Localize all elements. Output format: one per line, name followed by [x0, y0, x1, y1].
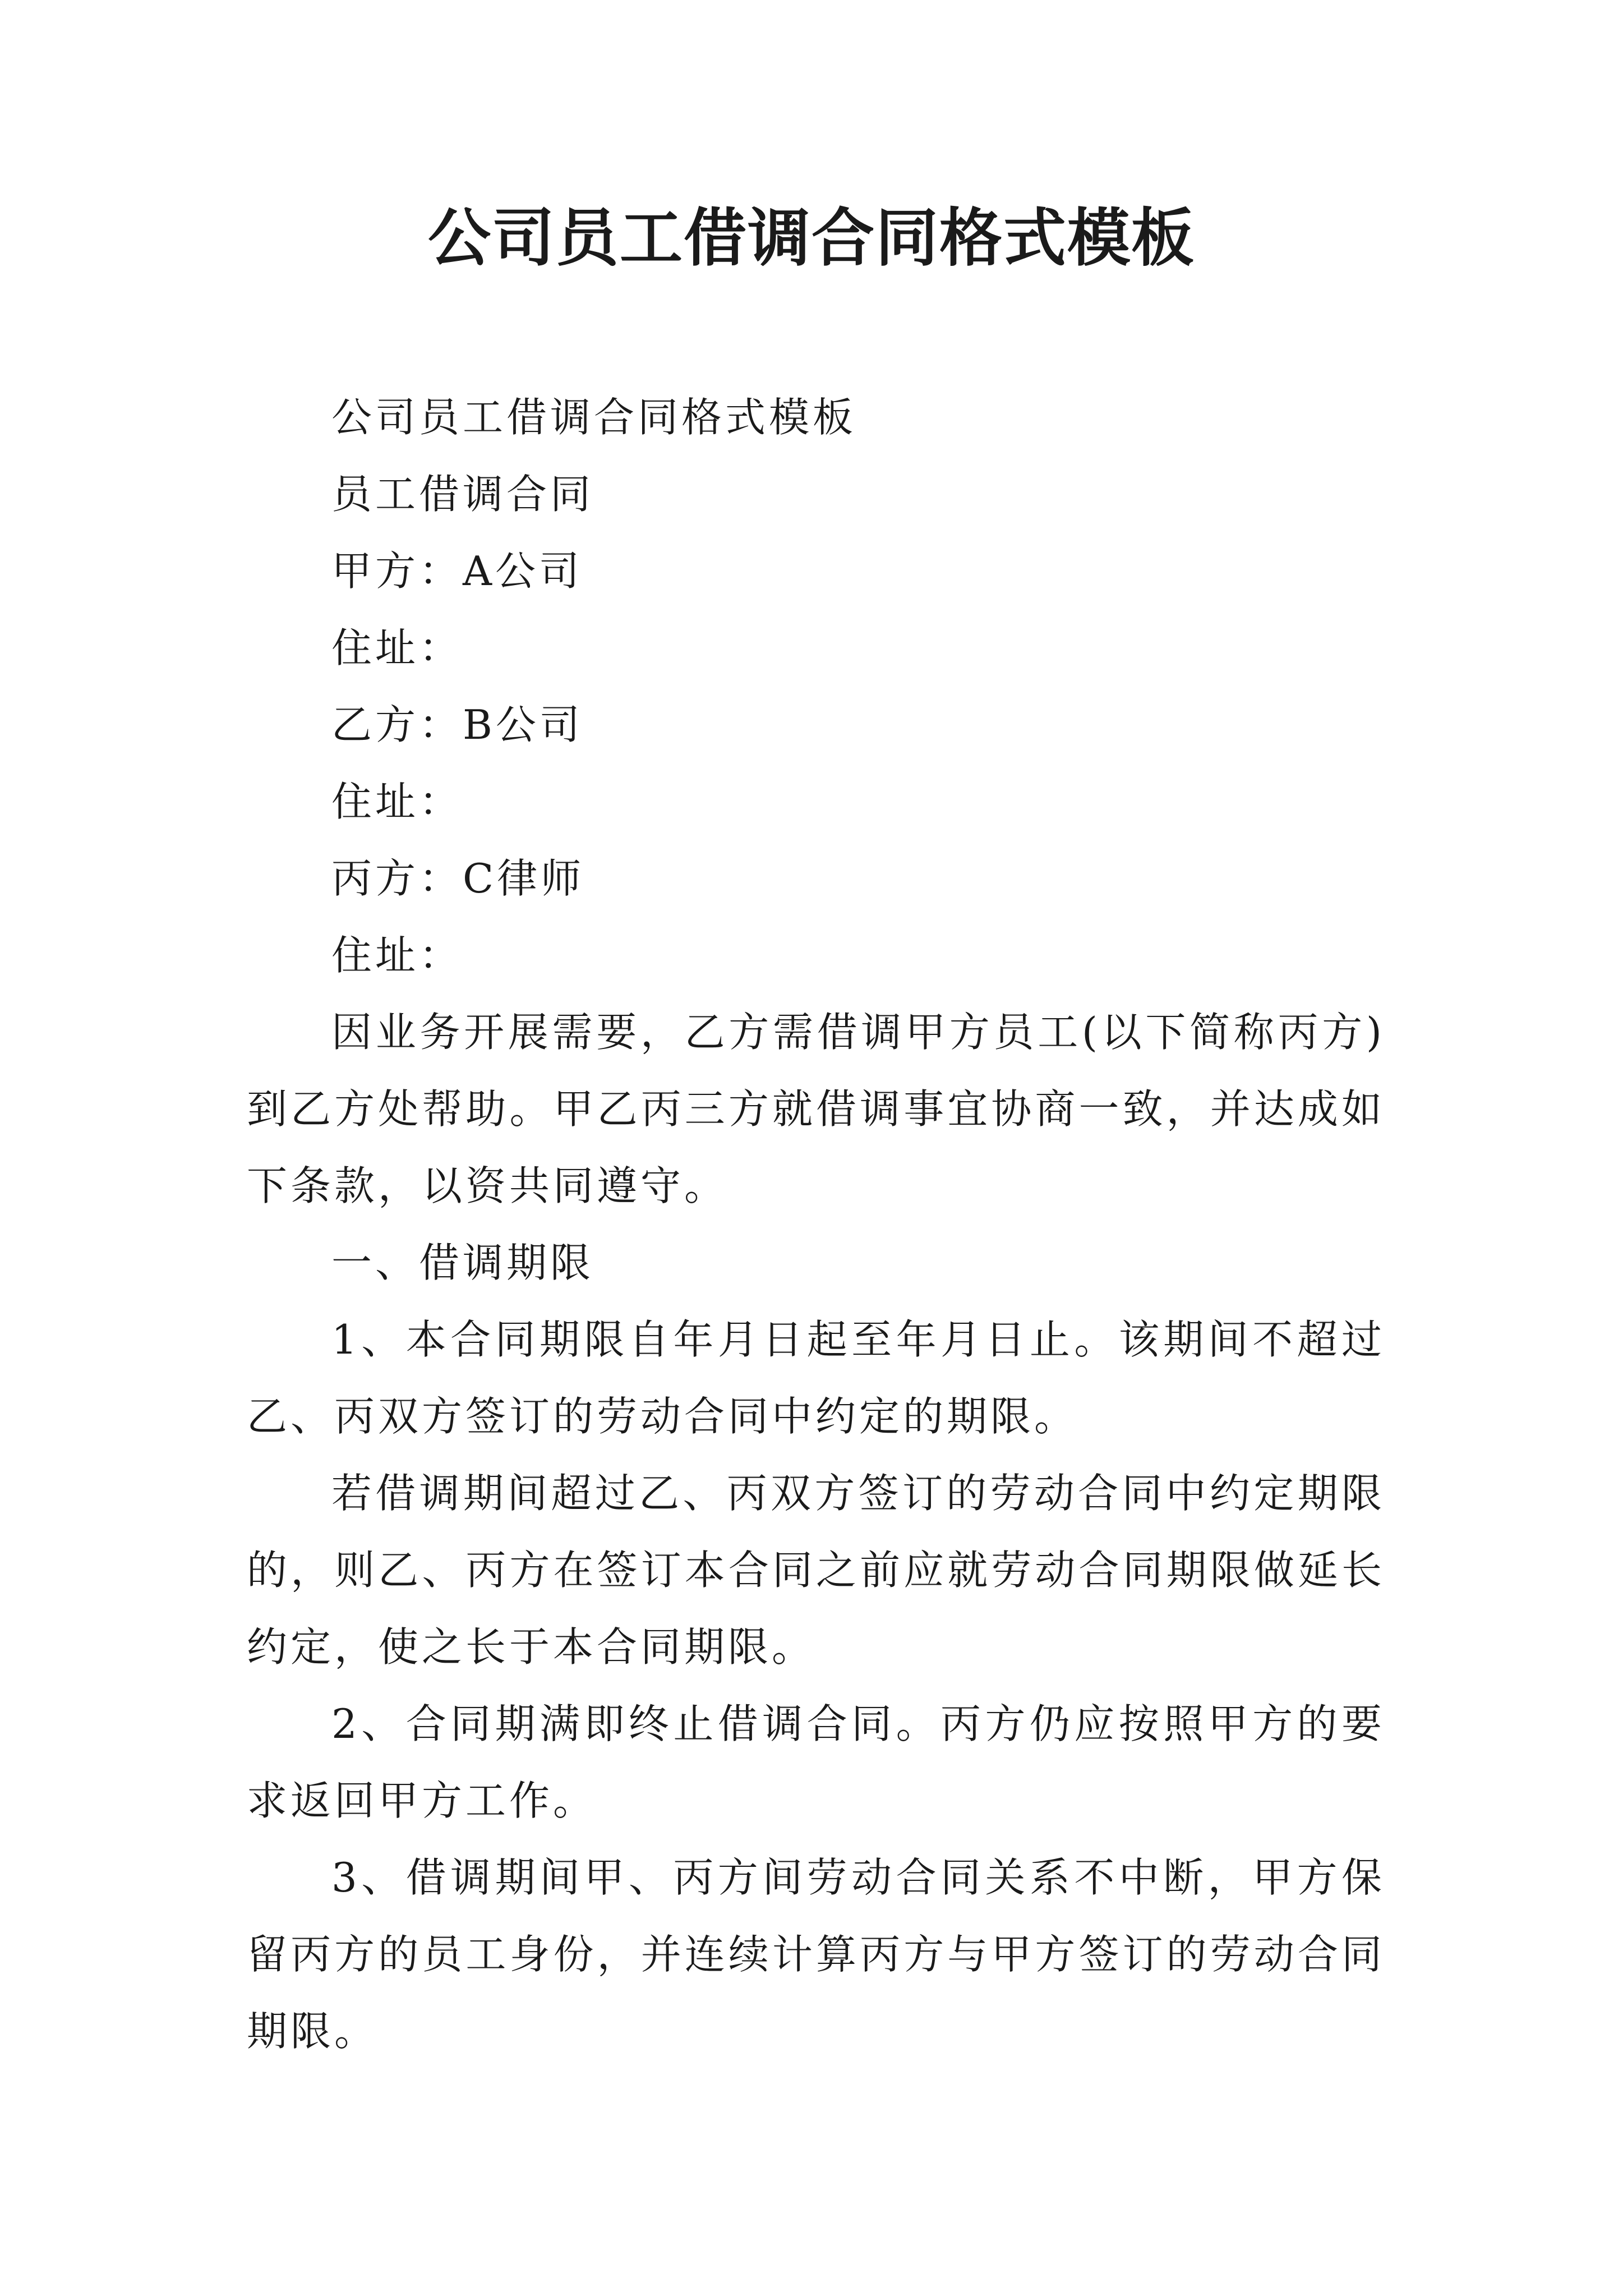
paragraph-party-a: 甲方：A公司	[331, 547, 583, 595]
paragraph-party-a-address: 住址：	[331, 624, 463, 671]
paragraph-party-c: 丙方：C律师	[331, 855, 585, 902]
clause-3: 3、借调期间甲、丙方间劳动合同关系不中断，甲方保留丙方的员工身份，并连续计算丙方与甲方签订的劳动合同期限。	[247, 1854, 1385, 2055]
clause-1: 1、本合同期限自年月日起至年月日止。该期间不超过乙、丙双方签订的劳动合同中约定的期限。	[247, 1316, 1385, 1440]
document-body	[247, 379, 1385, 2070]
clause-2: 2、合同期满即终止借调合同。丙方仍应按照甲方的要求返回甲方工作。	[247, 1700, 1385, 1824]
paragraph-party-c-address: 住址：	[331, 932, 463, 979]
clause-1-extension: 若借调期间超过乙、丙双方签订的劳动合同中约定期限的，则乙、丙方在签订本合同之前应就劳动合同期限做延长约定，使之长于本合同期限。	[247, 1470, 1385, 1671]
paragraph-contract-name: 员工借调合同	[331, 471, 594, 518]
paragraph-preamble: 因业务开展需要，乙方需借调甲方员工(以下简称丙方)到乙方处帮助。甲乙丙三方就借调事宜协商一致，并达成如下条款，以资共同遵守。	[247, 1009, 1385, 1209]
paragraph-party-b-address: 住址：	[331, 778, 463, 825]
paragraph-party-b: 乙方：B公司	[331, 701, 583, 748]
section-heading-term: 一、借调期限	[331, 1239, 594, 1286]
document-title: 公司员工借调合同格式模板	[428, 202, 1195, 275]
paragraph-heading-repeat: 公司员工借调合同格式模板	[331, 394, 857, 441]
